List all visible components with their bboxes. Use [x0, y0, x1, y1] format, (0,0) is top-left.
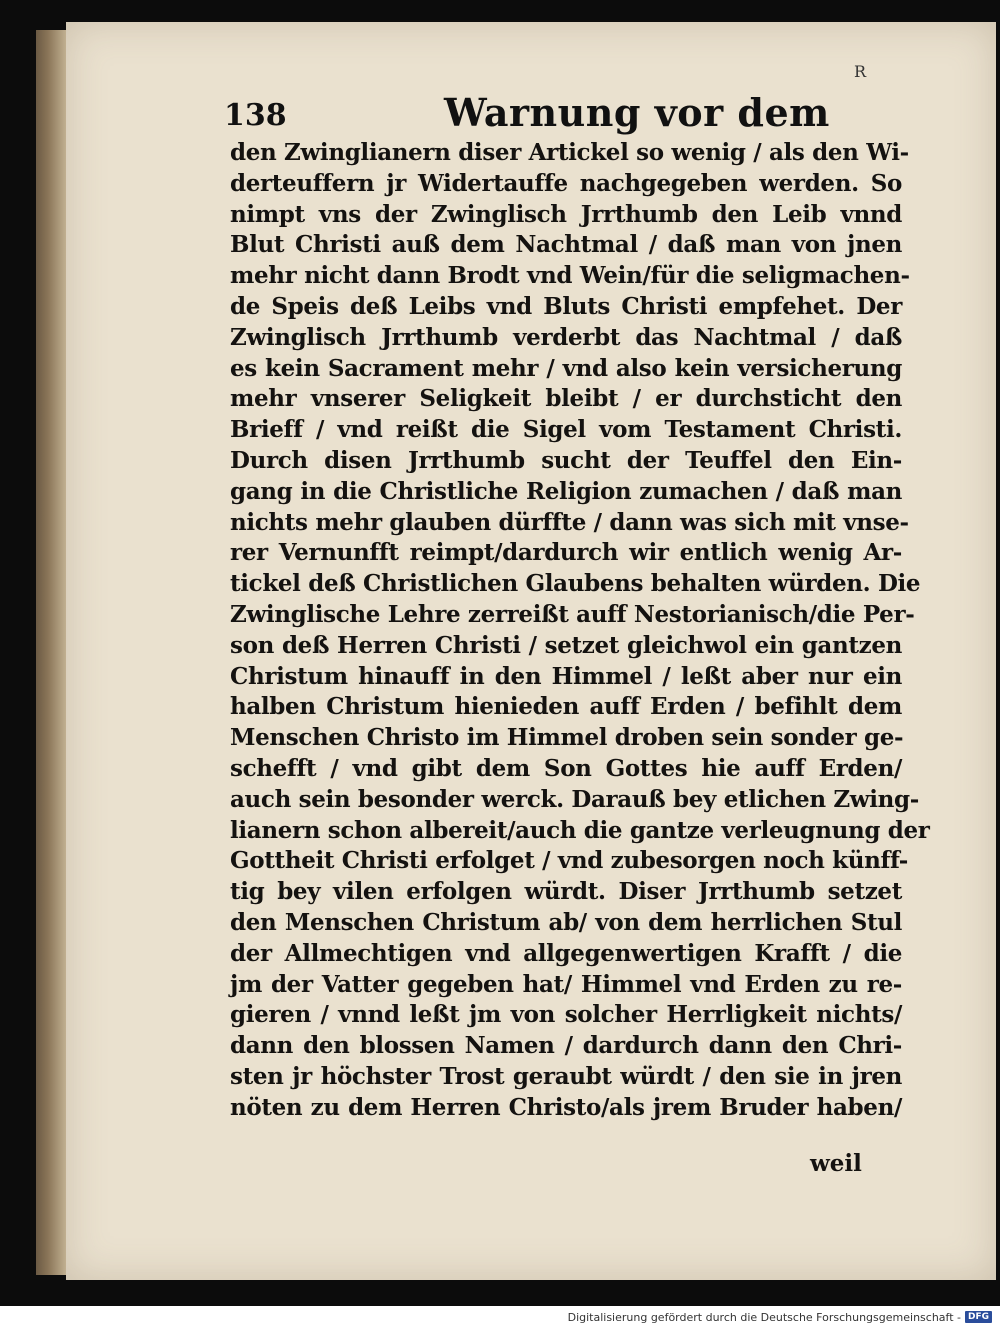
text-line: gieren / vnnd leßt jm von solcher Herrligkeit nichts/	[230, 1001, 902, 1029]
text-line: Menschen Christo im Himmel droben sein sonder ge-	[230, 724, 904, 752]
text-line: mehr vnserer Seligkeit bleibt / er durchsticht den	[230, 385, 902, 413]
text-line: tig bey vilen erfolgen würdt. Diser Jrrthumb setzet	[230, 878, 902, 906]
text-line: lianern schon albereit/auch die gantze verleugnung der	[230, 816, 930, 844]
footer-credit: Digitalisierung gefördert durch die Deutsche Forschungsgemeinschaft -	[567, 1310, 961, 1324]
text-line: Brieff / vnd reißt die Sigel vom Testament Christi.	[230, 416, 902, 444]
text-line: halben Christum hienieden auff Erden / befihlt dem	[230, 693, 902, 721]
running-title: Warnung vor dem	[444, 90, 830, 135]
text-line: auch sein besonder werck. Darauß bey etlichen Zwing-	[230, 785, 919, 813]
text-line: der Allmechtigen vnd allgegenwertigen Krafft / die	[230, 939, 902, 967]
text-line: Gottheit Christi erfolget / vnd zubesorgen noch künff-	[230, 847, 908, 875]
footer	[568, 1308, 992, 1326]
text-line: Blut Christi auß dem Nachtmal / daß man von jnen	[230, 231, 902, 259]
text-line: den Menschen Christum ab/ von dem herrlichen Stul	[230, 908, 902, 936]
page-number: 138	[224, 98, 287, 133]
text-line: jm der Vatter gegeben hat/ Himmel vnd Erden zu re-	[230, 970, 902, 998]
text-line: sten jr höchster Trost geraubt würdt / den sie in jren	[230, 1062, 902, 1090]
text-line: nimpt vns der Zwinglisch Jrrthumb den Leib vnnd	[230, 200, 902, 228]
text-line: Zwinglisch Jrrthumb verderbt das Nachtmal / daß	[230, 323, 902, 351]
text-line: gang in die Christliche Religion zumachen / daß man	[230, 477, 902, 505]
page-mark: R	[854, 62, 867, 81]
text-line: dann den blossen Namen / dardurch dann den Chri-	[230, 1032, 902, 1060]
text-line: de Speis deß Leibs vnd Bluts Christi empfehet. Der	[230, 292, 902, 320]
catchword: weil	[810, 1150, 862, 1177]
text-line: mehr nicht dann Brodt vnd Wein/für die seligmachen-	[230, 262, 910, 290]
text-line: Christum hinauff in den Himmel / leßt aber nur ein	[230, 662, 902, 690]
book-edge	[36, 30, 70, 1275]
dfg-logo: DFG	[965, 1311, 992, 1323]
text-line: Zwinglische Lehre zerreißt auff Nestorianisch/die Per-	[230, 600, 915, 628]
text-line: schefft / vnd gibt dem Son Gottes hie auff Erden/	[230, 754, 902, 782]
text-line: derteuffern jr Widertauffe nachgegeben werden. So	[230, 169, 902, 197]
text-line: es kein Sacrament mehr / vnd also kein versicherung	[230, 354, 902, 382]
text-line: son deß Herren Christi / setzet gleichwol ein gantzen	[230, 631, 902, 659]
text-line: den Zwinglianern diser Artickel so wenig / als den Wi-	[230, 139, 909, 166]
text-line: nichts mehr glauben dürffte / dann was sich mit vnse-	[230, 508, 909, 536]
text-line: Durch disen Jrrthumb sucht der Teuffel den Ein-	[230, 446, 902, 474]
text-line: tickel deß Christlichen Glaubens behalten würden. Die	[230, 570, 921, 598]
text-line: nöten zu dem Herren Christo/als jrem Bruder haben/	[230, 1093, 902, 1121]
text-line: rer Vernunfft reimpt/dardurch wir entlich wenig Ar-	[230, 539, 902, 567]
body-text	[230, 138, 930, 1124]
